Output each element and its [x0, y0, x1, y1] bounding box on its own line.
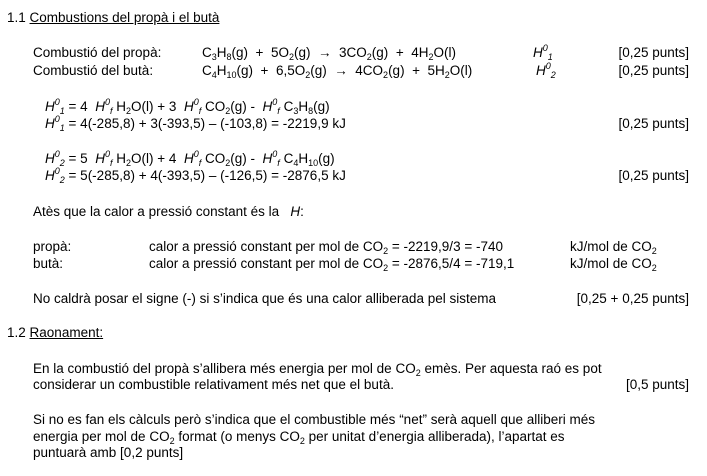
heat-row-desc: calor a pressió constant per mol de $CO_2 = -2876,5/4 = -719,1$ — [149, 256, 515, 273]
section-title: Raonament: — [29, 325, 104, 340]
sign-note: No caldrà posar el signe (-) si s’indica que és una calor alliberada pel sistema — [33, 291, 496, 306]
points-badge: [0,25 punts] — [618, 63, 689, 78]
section-1-heading — [7, 10, 219, 26]
reaction-equation-propane: $C_3H_8(g) + 5O_2(g) \to 3CO_2(g) + 4H_2O(l)$ — [202, 45, 456, 62]
hess-equation-1: $H^0_1 = 4$ $H^0_f$ $H_2O(l) + 3$ $H^0_f$ $CO_2(g) - H^0_f$ $C_3H_8(g)$ — [45, 97, 330, 116]
hess-result-2: $H^0_2 = 5(-285,8) + 4(-393,5) - (-126,5) = -2876,5$ kJ — [45, 166, 346, 185]
heat-row-name: propà: — [33, 239, 72, 254]
points-badge: [0,25 + 0,25 punts] — [576, 291, 689, 306]
reaction-label: Combustió del butà: — [33, 63, 154, 78]
reasoning-paragraph-1-cont: considerar un combustible relativament més net que el butà. — [33, 377, 394, 392]
points-badge: [0,25 punts] — [618, 168, 689, 183]
reasoning-paragraph-2-line2: energia per mol de $CO_2$ format (o menys $CO_2$ per unitat d’energia alliberada), l’apartat es — [33, 429, 565, 446]
heat-row-unit: kJ/mol de $CO_2$ — [570, 239, 657, 256]
heat-row-desc: calor a pressió constant per mol de $CO_2 = -2219,9/3 = -740$ — [149, 239, 503, 256]
reaction-row-propane — [33, 45, 161, 61]
reasoning-paragraph-2-line3: puntuarà amb [0,2 punts] — [33, 445, 184, 460]
reaction-arrow: → — [318, 45, 332, 60]
reaction-arrow: → — [334, 63, 348, 78]
heat-row-unit: kJ/mol de $CO_2$ — [570, 256, 657, 273]
reaction-label: Combustió del propà: — [33, 45, 162, 60]
reasoning-paragraph-1: En la combustió del propà s’allibera més energia per mol de $CO_2$ emès. Per aquesta raó es pot — [33, 361, 602, 378]
section-2-heading — [7, 325, 103, 341]
section-title: Combustions del propà i el butà — [29, 10, 220, 25]
section-number: 1.2 — [7, 325, 26, 340]
enthalpy-symbol-2: $H^0_2$ — [536, 61, 556, 80]
heat-statement: Atès que la calor a pressió constant és la H: — [33, 204, 304, 219]
reaction-row-butane — [33, 63, 153, 79]
reaction-equation-butane: $C_4H_{10}(g) + 6,5O_2(g) \to 4CO_2(g) + 5H_2O(l)$ — [202, 63, 473, 80]
points-badge: [0,25 punts] — [618, 45, 689, 60]
points-badge: [0,5 punts] — [625, 377, 689, 392]
hess-equation-2: $H^0_2 = 5$ $H^0_f$ $H_2O(l) + 4$ $H^0_f$ $CO_2(g) - H^0_f$ $C_4H_{10}(g)$ — [45, 149, 335, 168]
section-number: 1.1 — [7, 10, 26, 25]
enthalpy-symbol-1: $H^0_1$ — [533, 43, 553, 62]
reasoning-paragraph-2-line1: Si no es fan els càlculs però s’indica que el combustible més “net” serà aquell que alliberi més — [33, 412, 596, 427]
heat-row-name: butà: — [33, 256, 64, 271]
hess-result-1: $H^0_1 = 4(-285,8) + 3(-393,5) - (-103,8) = -2219,9$ kJ — [45, 114, 346, 133]
points-badge: [0,25 punts] — [618, 116, 689, 131]
